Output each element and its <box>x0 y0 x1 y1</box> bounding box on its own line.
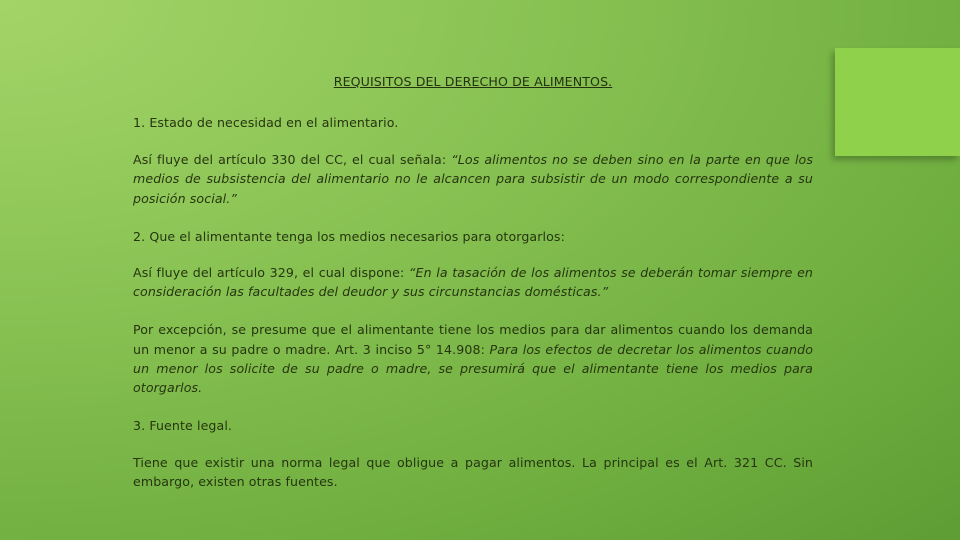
slide-title: REQUISITOS DEL DERECHO DE ALIMENTOS. <box>333 74 613 89</box>
requirement-2-heading: 2. Que el alimentante tenga los medios necesarios para otorgarlos: <box>133 228 565 244</box>
presumption-paragraph <box>133 320 813 398</box>
presumption-intro: Por excepción, se presume que el alimentante tiene los medios para dar alimentos cuando los demanda un menor a su padre o madre. Art. 3 inciso 5° 14.908: <box>133 322 813 357</box>
article-329-intro: Así fluye del artículo 329, el cual dispone: <box>133 264 409 280</box>
requirement-1-heading: 1. Estado de necesidad en el alimentario. <box>133 115 399 131</box>
article-330-intro: Así fluye del artículo 330 del CC, el cual señala: <box>133 151 452 167</box>
article-329-quote: “En la tasación de los alimentos se deberán tomar siempre en consideración las facultades del deudor y sus circunstancias domésticas.” <box>133 264 813 300</box>
accent-block <box>835 48 960 156</box>
article-330-paragraph <box>133 150 813 208</box>
requirement-3-heading: 3. Fuente legal. <box>133 418 233 434</box>
legal-source-paragraph: Tiene que existir una norma legal que obligue a pagar alimentos. La principal es el Art. 321 CC. Sin embargo, existen otras fuentes. <box>133 454 813 490</box>
article-329-paragraph <box>133 263 813 302</box>
slide-content <box>133 72 813 510</box>
article-330-quote: “Los alimentos no se deben sino en la parte en que los medios de subsistencia del alimentario no le alcancen para subsistir de un modo correspondiente a su posición social.” <box>133 151 814 206</box>
presumption-quote: Para los efectos de decretar los alimentos cuando un menor los solicite de su padre o madre, se presumirá que el alimentante tiene los medios para otorgarlos. <box>133 341 813 396</box>
